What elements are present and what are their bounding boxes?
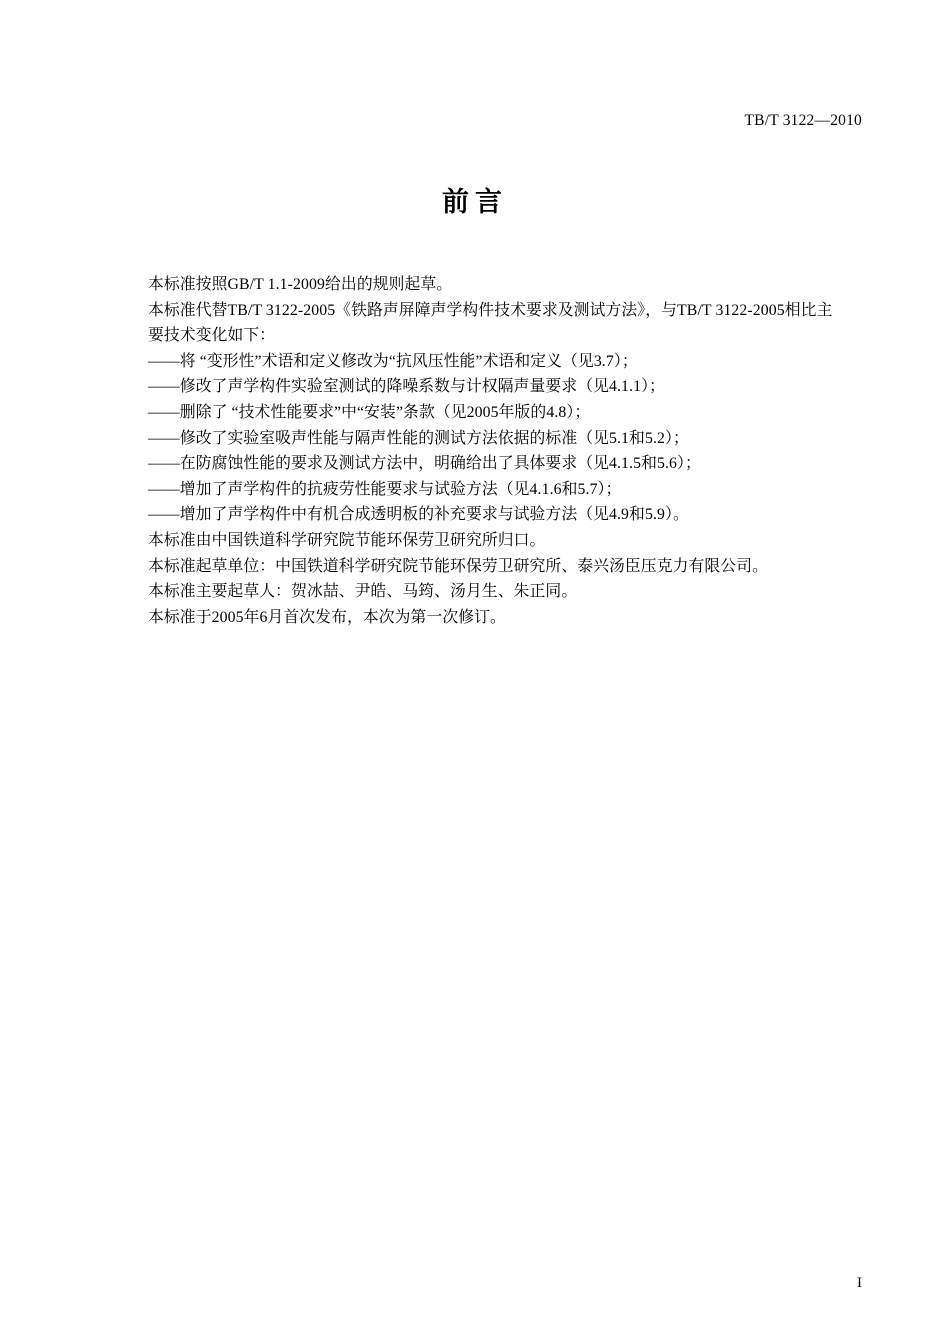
paragraph: ——增加了声学构件中有机合成透明板的补充要求与试验方法（见4.9和5.9）。 xyxy=(148,506,689,524)
page-number: I xyxy=(857,1275,862,1291)
paragraph: ——将 “变形性”术语和定义修改为“抗风压性能”术语和定义（见3.7）； xyxy=(148,352,638,370)
paragraph: 本标准于2005年6月首次发布，本次为第一次修订。 xyxy=(148,608,506,626)
paragraph: ——修改了实验室吸声性能与隔声性能的测试方法依据的标准（见5.1和5.2）； xyxy=(148,429,689,447)
paragraph: 本标准起草单位：中国铁道科学研究院节能环保劳卫研究所、泰兴汤臣压克力有限公司。 xyxy=(148,557,768,575)
paragraph: 本标准主要起草人：贺冰喆、尹皓、马筠、汤月生、朱正同。 xyxy=(148,583,578,601)
paragraph: ——增加了声学构件的抗疲劳性能要求与试验方法（见4.1.6和5.7）； xyxy=(148,480,622,498)
paragraph: ——修改了声学构件实验室测试的降噪系数与计权隔声量要求（见4.1.1）； xyxy=(148,378,665,396)
standard-code-header: TB/T 3122—2010 xyxy=(744,112,862,129)
paragraph: 本标准代替TB/T 3122-2005《铁路声屏障声学构件技术要求及测试方法》，与TB/T 3122-2005相比主要技术变化如下： xyxy=(148,301,833,345)
paragraph: ——删除了 “技术性能要求”中“安装”条款（见2005年版的4.8）； xyxy=(148,403,591,421)
paragraph: 本标准按照GB/T 1.1-2009给出的规则起草。 xyxy=(148,276,453,293)
paragraph: 本标准由中国铁道科学研究院节能环保劳卫研究所归口。 xyxy=(148,531,546,549)
page-title: 前言 xyxy=(442,187,508,218)
foreword-body xyxy=(148,272,848,630)
paragraph: ——在防腐蚀性能的要求及测试方法中，明确给出了具体要求（见4.1.5和5.6）； xyxy=(148,455,701,473)
